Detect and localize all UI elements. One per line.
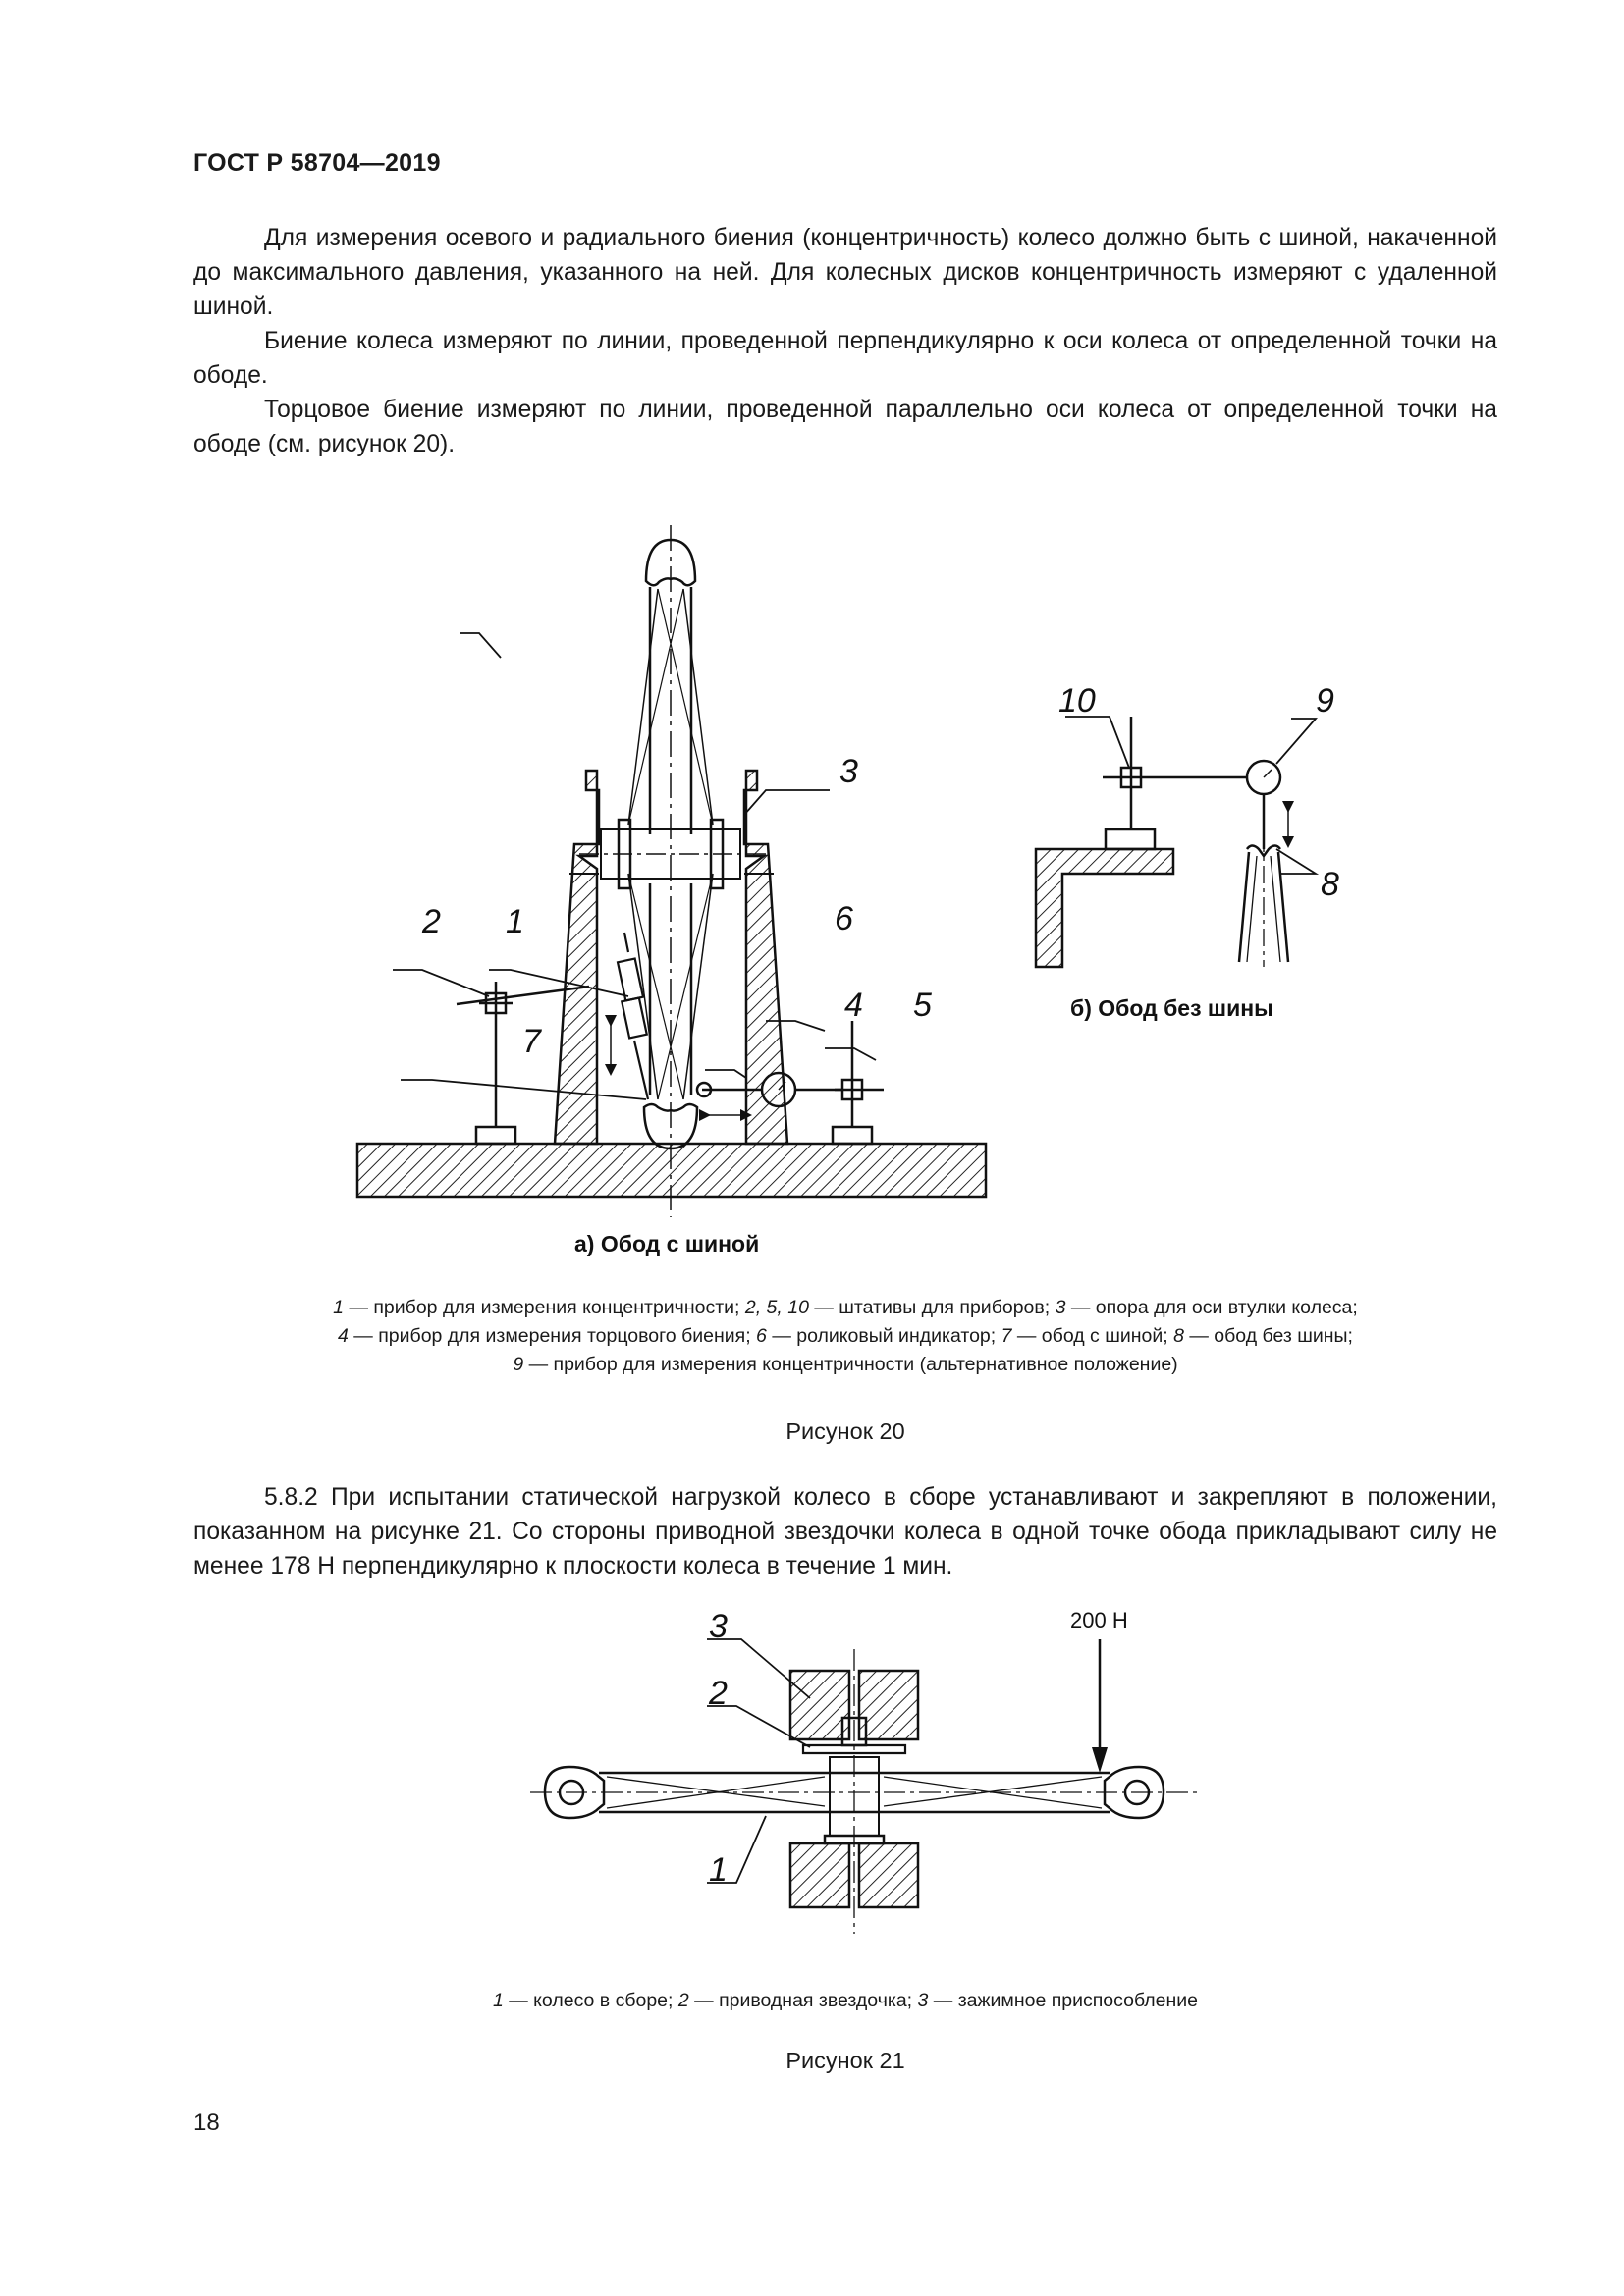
- paragraph-1: Для измерения осевого и радиального биения (концентричность) колесо должно быть с шиной, накаченной до максимального давления, указанного на ней. Для колесных дисков концентричность измеряют с удаленной шиной.: [193, 225, 1497, 320]
- force-arrow: [1092, 1639, 1108, 1773]
- concentricity-gauge-1: [611, 933, 648, 1099]
- label-9: 9: [1316, 682, 1334, 720]
- paragraph-2: Биение колеса измеряют по линии, проведенной перпендикулярно к оси колеса от определенной точки на ободе.: [193, 328, 1497, 389]
- figure-21-legend: 1 — колесо в сборе; 2 — приводная звездочка; 3 — зажимное приспособление: [492, 1990, 1198, 2011]
- sublabel-b: б) Обод без шины: [1070, 995, 1273, 1021]
- figure-20-legend: 1 — прибор для измерения концентричности; 2, 5, 10 — штативы для приборов; 3 — опора для оси втулки колеса; 4 — прибор для измерения торцового биения; 6 — роликовый индикатор; 7 — обод с шиной; 8 — обод без шины; 9 — прибор для измерения концентричности (альтернативное положение): [333, 1297, 1358, 1375]
- label-6: 6: [835, 900, 853, 937]
- figure-21-title: Рисунок 21: [785, 2048, 905, 2073]
- label-3: 3: [839, 753, 858, 790]
- label-2: 2: [422, 903, 441, 940]
- label-5: 5: [913, 987, 932, 1024]
- figure-20-drawing: [334, 510, 1355, 1276]
- right-stand-5: [833, 1021, 884, 1144]
- force-label: 200 Н: [1070, 1608, 1128, 1632]
- base-plate: [357, 1144, 986, 1197]
- label-21-2: 2: [709, 1675, 728, 1712]
- leader-lines-a: [393, 633, 876, 1099]
- label-7: 7: [522, 1023, 541, 1060]
- figure-20b-drawing: [1036, 717, 1316, 967]
- document-header: ГОСТ Р 58704—2019: [193, 149, 441, 177]
- paragraph-4: 5.8.2 При испытании статической нагрузкой колесо в сборе устанавливают и закрепляют в положении, показанном на рисунке 21. Со стороны приводной звездочки колеса в одной точке обода прикладывают силу не менее 178 Н перпендикулярно к плоскости колеса в течение 1 мин.: [193, 1484, 1497, 1579]
- page-number: 18: [193, 2109, 220, 2136]
- label-10: 10: [1058, 682, 1096, 720]
- label-21-1: 1: [709, 1851, 728, 1889]
- label-8: 8: [1321, 866, 1339, 903]
- label-1: 1: [506, 903, 524, 940]
- sublabel-a: а) Обод с шиной: [574, 1231, 760, 1256]
- figure-21-drawing: [530, 1600, 1198, 1944]
- label-21-3: 3: [709, 1608, 728, 1645]
- figure-20-title: Рисунок 20: [785, 1418, 905, 1444]
- paragraph-3: Торцовое биение измеряют по линии, проведенной параллельно оси колеса от определенной точки на ободе (см. рисунок 20).: [193, 397, 1497, 457]
- label-4: 4: [844, 987, 863, 1024]
